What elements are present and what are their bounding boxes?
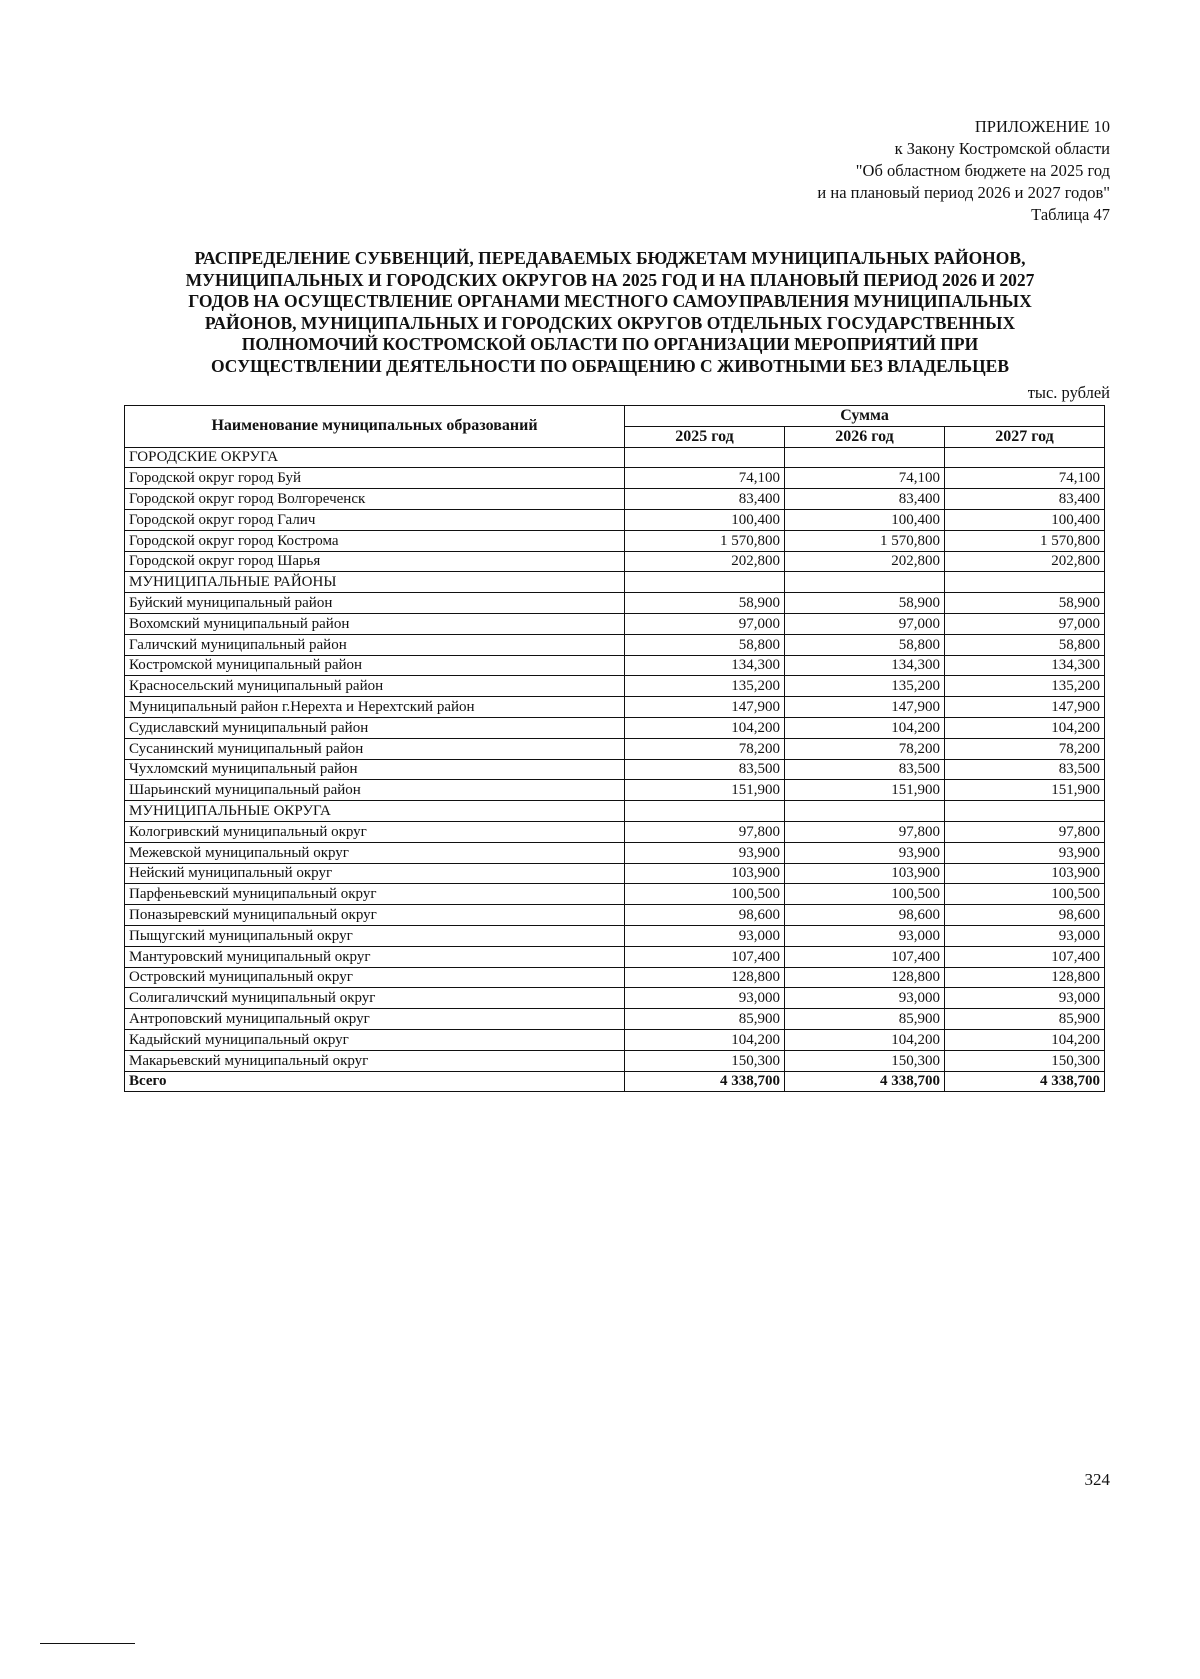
table-row bbox=[125, 821, 1105, 842]
amount-2026: 147,900 bbox=[785, 697, 945, 718]
municipality-name: Мантуровский муниципальный округ bbox=[125, 946, 625, 967]
amount-2026: 78,200 bbox=[785, 738, 945, 759]
amount-2026: 58,800 bbox=[785, 634, 945, 655]
amount-2026: 83,500 bbox=[785, 759, 945, 780]
page-number: 324 bbox=[1084, 1470, 1110, 1489]
empty-cell bbox=[785, 572, 945, 593]
municipality-name: Городской округ город Галич bbox=[125, 509, 625, 530]
amount-2025: 93,000 bbox=[625, 988, 785, 1009]
municipality-name: Судиславский муниципальный район bbox=[125, 717, 625, 738]
amount-2025: 103,900 bbox=[625, 863, 785, 884]
amount-2026: 97,800 bbox=[785, 821, 945, 842]
table-row bbox=[125, 925, 1105, 946]
table-row bbox=[125, 738, 1105, 759]
amount-2027: 128,800 bbox=[945, 967, 1105, 988]
municipality-name: Муниципальный район г.Нерехта и Нерехтский район bbox=[125, 697, 625, 718]
amount-2027: 104,200 bbox=[945, 717, 1105, 738]
municipality-name: Шарьинский муниципальный район bbox=[125, 780, 625, 801]
municipality-name: Буйский муниципальный район bbox=[125, 593, 625, 614]
table-row bbox=[125, 780, 1105, 801]
amount-2026: 83,400 bbox=[785, 489, 945, 510]
amount-2025: 97,800 bbox=[625, 821, 785, 842]
amount-2027: 93,000 bbox=[945, 988, 1105, 1009]
municipality-name: Межевской муниципальный округ bbox=[125, 842, 625, 863]
amount-2025: 151,900 bbox=[625, 780, 785, 801]
amount-2025: 83,500 bbox=[625, 759, 785, 780]
amount-2027: 1 570,800 bbox=[945, 530, 1105, 551]
municipality-name: Островский муниципальный округ bbox=[125, 967, 625, 988]
amount-2027: 58,800 bbox=[945, 634, 1105, 655]
amount-2027: 98,600 bbox=[945, 905, 1105, 926]
amount-2027: 97,800 bbox=[945, 821, 1105, 842]
amount-2026: 150,300 bbox=[785, 1050, 945, 1071]
amount-2026: 85,900 bbox=[785, 1009, 945, 1030]
table-row bbox=[125, 1029, 1105, 1050]
name-column-header: Наименование муниципальных образований bbox=[125, 406, 625, 448]
amount-2027: 83,400 bbox=[945, 489, 1105, 510]
empty-cell bbox=[625, 447, 785, 468]
amount-2025: 93,000 bbox=[625, 925, 785, 946]
amount-2025: 58,800 bbox=[625, 634, 785, 655]
amount-2027: 107,400 bbox=[945, 946, 1105, 967]
header-line: "Об областном бюджете на 2025 год bbox=[855, 161, 1110, 180]
amount-2027: 150,300 bbox=[945, 1050, 1105, 1071]
year-header-2027: 2027 год bbox=[945, 426, 1105, 447]
municipality-name: Кологривский муниципальный округ bbox=[125, 821, 625, 842]
title-line: МУНИЦИПАЛЬНЫХ И ГОРОДСКИХ ОКРУГОВ НА 2025 ГОД И НА ПЛАНОВЫЙ ПЕРИОД 2026 И 2027 bbox=[185, 269, 1035, 290]
year-header-2026: 2026 год bbox=[785, 426, 945, 447]
table-row bbox=[125, 551, 1105, 572]
municipality-name: Чухломский муниципальный район bbox=[125, 759, 625, 780]
table-row bbox=[125, 946, 1105, 967]
amount-2026: 93,000 bbox=[785, 988, 945, 1009]
header-line: ПРИЛОЖЕНИЕ 10 bbox=[974, 117, 1110, 136]
amount-2027: 100,400 bbox=[945, 509, 1105, 530]
table-row bbox=[125, 1009, 1105, 1030]
total-label: Всего bbox=[125, 1071, 625, 1092]
municipality-name: Галичский муниципальный район bbox=[125, 634, 625, 655]
municipality-name: Пыщугский муниципальный округ bbox=[125, 925, 625, 946]
table-body bbox=[125, 447, 1105, 1092]
footnote-rule bbox=[40, 1643, 135, 1644]
amount-2026: 74,100 bbox=[785, 468, 945, 489]
table-row bbox=[125, 468, 1105, 489]
title-line: ПОЛНОМОЧИЙ КОСТРОМСКОЙ ОБЛАСТИ ПО ОРГАНИЗАЦИИ МЕРОПРИЯТИЙ ПРИ bbox=[241, 334, 979, 354]
amount-2027: 135,200 bbox=[945, 676, 1105, 697]
municipality-name: Нейский муниципальный округ bbox=[125, 863, 625, 884]
table-row bbox=[125, 676, 1105, 697]
table-row bbox=[125, 655, 1105, 676]
municipality-name: Парфеньевский муниципальный округ bbox=[125, 884, 625, 905]
title-line: ГОДОВ НА ОСУЩЕСТВЛЕНИЕ ОРГАНАМИ МЕСТНОГО САМОУПРАВЛЕНИЯ МУНИЦИПАЛЬНЫХ bbox=[188, 291, 1032, 311]
table-row bbox=[125, 717, 1105, 738]
municipality-name: Антроповский муниципальный округ bbox=[125, 1009, 625, 1030]
amount-2025: 1 570,800 bbox=[625, 530, 785, 551]
table-row bbox=[125, 634, 1105, 655]
municipality-name: Кадыйский муниципальный округ bbox=[125, 1029, 625, 1050]
amount-2025: 97,000 bbox=[625, 613, 785, 634]
amount-2027: 93,900 bbox=[945, 842, 1105, 863]
section-label: ГОРОДСКИЕ ОКРУГА bbox=[125, 447, 625, 468]
municipality-name: Солигаличский муниципальный округ bbox=[125, 988, 625, 1009]
amount-2025: 147,900 bbox=[625, 697, 785, 718]
amount-2026: 135,200 bbox=[785, 676, 945, 697]
amount-2027: 104,200 bbox=[945, 1029, 1105, 1050]
amount-2025: 134,300 bbox=[625, 655, 785, 676]
empty-cell bbox=[945, 801, 1105, 822]
table-row bbox=[125, 759, 1105, 780]
empty-cell bbox=[785, 801, 945, 822]
amount-2025: 58,900 bbox=[625, 593, 785, 614]
municipality-name: Поназыревский муниципальный округ bbox=[125, 905, 625, 926]
document-title bbox=[120, 248, 1100, 377]
amount-2027: 100,500 bbox=[945, 884, 1105, 905]
amount-2027: 97,000 bbox=[945, 613, 1105, 634]
empty-cell bbox=[625, 801, 785, 822]
title-line: РАСПРЕДЕЛЕНИЕ СУБВЕНЦИЙ, ПЕРЕДАВАЕМЫХ БЮДЖЕТАМ МУНИЦИПАЛЬНЫХ РАЙОНОВ, bbox=[194, 248, 1026, 268]
header-line: Таблица 47 bbox=[1031, 205, 1110, 224]
table-row bbox=[125, 530, 1105, 551]
table-row bbox=[125, 697, 1105, 718]
amount-2025: 78,200 bbox=[625, 738, 785, 759]
units-label: тыс. рублей bbox=[1027, 383, 1110, 402]
amount-2026: 134,300 bbox=[785, 655, 945, 676]
header-line: и на плановый период 2026 и 2027 годов" bbox=[817, 183, 1110, 202]
amount-2026: 128,800 bbox=[785, 967, 945, 988]
table-row bbox=[125, 905, 1105, 926]
amount-2025: 83,400 bbox=[625, 489, 785, 510]
municipality-name: Красносельский муниципальный район bbox=[125, 676, 625, 697]
amount-2027: 85,900 bbox=[945, 1009, 1105, 1030]
table-row bbox=[125, 613, 1105, 634]
amount-2025: 98,600 bbox=[625, 905, 785, 926]
empty-cell bbox=[785, 447, 945, 468]
municipality-name: Городской округ город Шарья bbox=[125, 551, 625, 572]
municipality-name: Костромской муниципальный район bbox=[125, 655, 625, 676]
amount-2026: 100,400 bbox=[785, 509, 945, 530]
table-row bbox=[125, 842, 1105, 863]
amount-2026: 104,200 bbox=[785, 717, 945, 738]
empty-cell bbox=[945, 447, 1105, 468]
amount-2026: 104,200 bbox=[785, 1029, 945, 1050]
municipality-name: Городской округ город Буй bbox=[125, 468, 625, 489]
amount-2026: 107,400 bbox=[785, 946, 945, 967]
sum-column-header: Сумма bbox=[625, 406, 1105, 427]
amount-2025: 104,200 bbox=[625, 717, 785, 738]
amount-2025: 4 338,700 bbox=[625, 1071, 785, 1092]
amount-2025: 93,900 bbox=[625, 842, 785, 863]
amount-2026: 93,000 bbox=[785, 925, 945, 946]
section-row bbox=[125, 447, 1105, 468]
amount-2027: 83,500 bbox=[945, 759, 1105, 780]
amount-2026: 58,900 bbox=[785, 593, 945, 614]
amount-2026: 103,900 bbox=[785, 863, 945, 884]
empty-cell bbox=[945, 572, 1105, 593]
table-row bbox=[125, 593, 1105, 614]
year-header-2025: 2025 год bbox=[625, 426, 785, 447]
table-row bbox=[125, 863, 1105, 884]
amount-2025: 135,200 bbox=[625, 676, 785, 697]
municipality-name: Городской округ город Волгореченск bbox=[125, 489, 625, 510]
amount-2025: 202,800 bbox=[625, 551, 785, 572]
amount-2027: 147,900 bbox=[945, 697, 1105, 718]
municipality-name: Макарьевский муниципальный округ bbox=[125, 1050, 625, 1071]
amount-2025: 128,800 bbox=[625, 967, 785, 988]
amount-2026: 151,900 bbox=[785, 780, 945, 801]
subvention-table bbox=[124, 405, 1105, 1092]
table-row bbox=[125, 884, 1105, 905]
section-label: МУНИЦИПАЛЬНЫЕ ОКРУГА bbox=[125, 801, 625, 822]
amount-2026: 1 570,800 bbox=[785, 530, 945, 551]
amount-2027: 134,300 bbox=[945, 655, 1105, 676]
title-line: ОСУЩЕСТВЛЕНИИ ДЕЯТЕЛЬНОСТИ ПО ОБРАЩЕНИЮ С ЖИВОТНЫМИ БЕЗ ВЛАДЕЛЬЦЕВ bbox=[210, 355, 1010, 376]
amount-2026: 202,800 bbox=[785, 551, 945, 572]
municipality-name: Вохомский муниципальный район bbox=[125, 613, 625, 634]
amount-2026: 4 338,700 bbox=[785, 1071, 945, 1092]
table-row bbox=[125, 988, 1105, 1009]
appendix-header bbox=[817, 116, 1110, 226]
amount-2026: 100,500 bbox=[785, 884, 945, 905]
section-row bbox=[125, 801, 1105, 822]
amount-2025: 100,500 bbox=[625, 884, 785, 905]
amount-2027: 74,100 bbox=[945, 468, 1105, 489]
amount-2027: 151,900 bbox=[945, 780, 1105, 801]
amount-2027: 4 338,700 bbox=[945, 1071, 1105, 1092]
section-label: МУНИЦИПАЛЬНЫЕ РАЙОНЫ bbox=[125, 572, 625, 593]
amount-2025: 107,400 bbox=[625, 946, 785, 967]
total-row bbox=[125, 1071, 1105, 1092]
table-row bbox=[125, 967, 1105, 988]
amount-2025: 150,300 bbox=[625, 1050, 785, 1071]
amount-2026: 93,900 bbox=[785, 842, 945, 863]
amount-2027: 58,900 bbox=[945, 593, 1105, 614]
municipality-name: Городской округ город Кострома bbox=[125, 530, 625, 551]
municipality-name: Сусанинский муниципальный район bbox=[125, 738, 625, 759]
amount-2027: 93,000 bbox=[945, 925, 1105, 946]
amount-2025: 100,400 bbox=[625, 509, 785, 530]
amount-2026: 98,600 bbox=[785, 905, 945, 926]
table-row bbox=[125, 509, 1105, 530]
section-row bbox=[125, 572, 1105, 593]
amount-2026: 97,000 bbox=[785, 613, 945, 634]
header-line: к Закону Костромской области bbox=[894, 139, 1110, 158]
amount-2027: 202,800 bbox=[945, 551, 1105, 572]
amount-2025: 104,200 bbox=[625, 1029, 785, 1050]
amount-2025: 85,900 bbox=[625, 1009, 785, 1030]
amount-2025: 74,100 bbox=[625, 468, 785, 489]
empty-cell bbox=[625, 572, 785, 593]
table-row bbox=[125, 1050, 1105, 1071]
amount-2027: 78,200 bbox=[945, 738, 1105, 759]
amount-2027: 103,900 bbox=[945, 863, 1105, 884]
title-line: РАЙОНОВ, МУНИЦИПАЛЬНЫХ И ГОРОДСКИХ ОКРУГОВ ОТДЕЛЬНЫХ ГОСУДАРСТВЕННЫХ bbox=[204, 312, 1016, 333]
table-row bbox=[125, 489, 1105, 510]
